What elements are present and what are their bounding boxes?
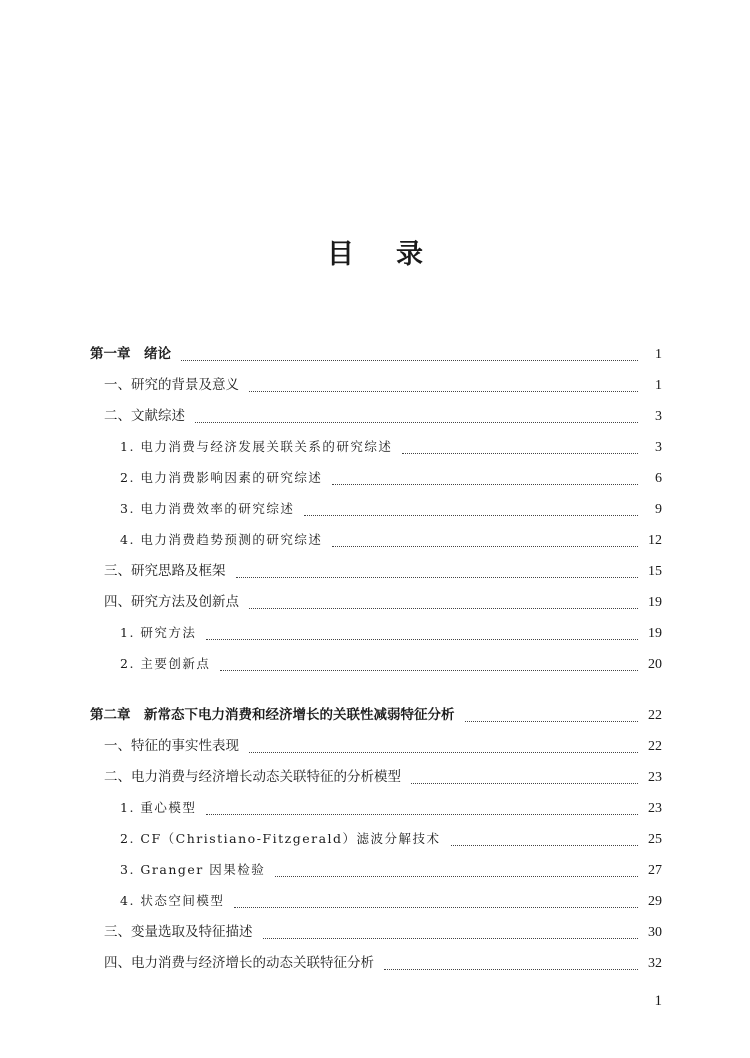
toc-section[interactable]: [90, 920, 662, 951]
toc-page-number: 1: [655, 347, 662, 362]
toc-section[interactable]: [90, 559, 662, 590]
toc-label: 1. 研究方法: [120, 625, 197, 640]
dot-leader: [263, 937, 639, 939]
toc-page-number: 3: [655, 409, 662, 424]
toc-label: 三、变量选取及特征描述: [104, 924, 253, 940]
toc-subsection[interactable]: [90, 621, 662, 652]
table-of-contents: [90, 342, 662, 982]
toc-label: 第二章 新常态下电力消费和经济增长的关联性减弱特征分析: [90, 707, 455, 723]
toc-page-number: 27: [648, 863, 662, 878]
dot-leader: [332, 483, 638, 485]
toc-label: 3. 电力消费效率的研究综述: [120, 501, 295, 516]
toc-label: 二、文献综述: [104, 408, 185, 424]
toc-subsection[interactable]: [90, 466, 662, 497]
toc-label: 四、研究方法及创新点: [104, 594, 239, 610]
page-number: 1: [654, 993, 662, 1009]
page-title: 目录: [327, 239, 465, 270]
dot-leader: [249, 607, 638, 609]
dot-leader: [220, 669, 638, 671]
toc-subsection[interactable]: [90, 796, 662, 827]
toc-section[interactable]: [90, 765, 662, 796]
toc-label: 第一章 绪论: [90, 346, 171, 362]
toc-section[interactable]: [90, 590, 662, 621]
toc-label: 4. 状态空间模型: [120, 893, 225, 908]
toc-page-number: 9: [655, 502, 662, 517]
toc-page-number: 19: [648, 595, 662, 610]
dot-leader: [236, 576, 639, 578]
toc-page-number: 15: [648, 564, 662, 579]
toc-label: 2. 主要创新点: [120, 656, 211, 671]
toc-page-number: 12: [648, 533, 662, 548]
toc-label: 4. 电力消费趋势预测的研究综述: [120, 532, 323, 547]
toc-page-number: 23: [648, 801, 662, 816]
chapter-spacer: [90, 683, 662, 703]
toc-label: 1. 电力消费与经济发展关联关系的研究综述: [120, 439, 393, 454]
dot-leader: [384, 968, 638, 970]
toc-page-number: 1: [655, 378, 662, 393]
toc-section[interactable]: [90, 373, 662, 404]
toc-page-number: 23: [648, 770, 662, 785]
toc-page-number: 30: [648, 925, 662, 940]
toc-label: 1. 重心模型: [120, 800, 197, 815]
dot-leader: [206, 638, 638, 640]
toc-subsection[interactable]: [90, 528, 662, 559]
toc-page-number: 29: [648, 894, 662, 909]
dot-leader: [402, 452, 638, 454]
dot-leader: [234, 906, 638, 908]
toc-subsection[interactable]: [90, 652, 662, 683]
dot-leader: [249, 390, 638, 392]
toc-subsection[interactable]: [90, 889, 662, 920]
toc-label: 三、研究思路及框架: [104, 563, 226, 579]
toc-label: 2. CF（Christiano-Fitzgerald）滤波分解技术: [120, 831, 441, 846]
toc-subsection[interactable]: [90, 497, 662, 528]
dot-leader: [195, 421, 638, 423]
dot-leader: [465, 720, 639, 722]
toc-chapter-2[interactable]: [90, 703, 662, 734]
toc-subsection[interactable]: [90, 435, 662, 466]
toc-subsection[interactable]: [90, 827, 662, 858]
toc-page-number: 22: [648, 739, 662, 754]
toc-label: 四、电力消费与经济增长的动态关联特征分析: [104, 955, 374, 971]
dot-leader: [451, 844, 638, 846]
dot-leader: [304, 514, 638, 516]
dot-leader: [249, 751, 638, 753]
toc-section[interactable]: [90, 404, 662, 435]
toc-page-number: 19: [648, 626, 662, 641]
dot-leader: [181, 359, 638, 361]
toc-page-number: 3: [655, 440, 662, 455]
toc-label: 一、特征的事实性表现: [104, 738, 239, 754]
dot-leader: [332, 545, 638, 547]
toc-page-number: 25: [648, 832, 662, 847]
toc-subsection[interactable]: [90, 858, 662, 889]
toc-page-number: 22: [648, 708, 662, 723]
toc-section[interactable]: [90, 734, 662, 765]
toc-label: 一、研究的背景及意义: [104, 377, 239, 393]
toc-page-number: 20: [648, 657, 662, 672]
toc-label: 3. Granger 因果检验: [120, 862, 266, 877]
toc-chapter-1[interactable]: [90, 342, 662, 373]
toc-page-number: 32: [648, 956, 662, 971]
dot-leader: [411, 782, 638, 784]
toc-label: 2. 电力消费影响因素的研究综述: [120, 470, 323, 485]
toc-page-number: 6: [655, 471, 662, 486]
toc-section[interactable]: [90, 951, 662, 982]
dot-leader: [275, 875, 638, 877]
toc-label: 二、电力消费与经济增长动态关联特征的分析模型: [104, 769, 401, 785]
dot-leader: [206, 813, 638, 815]
